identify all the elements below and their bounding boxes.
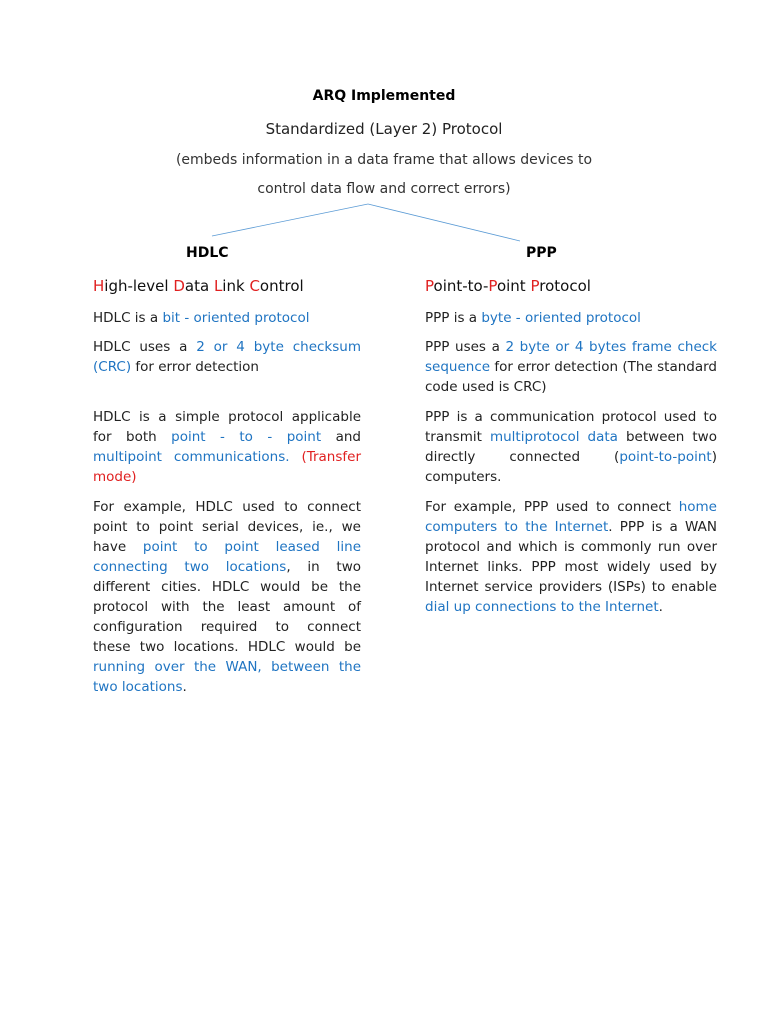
description-line-2: control data flow and correct errors) (257, 181, 511, 197)
ppp-p4-highlight-1: home computers to the Internet (425, 499, 717, 535)
hdlc-p3-text-2: and (321, 429, 361, 445)
branch-line-hdlc (212, 204, 368, 236)
ppp-initial-p2: P (488, 277, 497, 295)
hdlc-paragraph-modes (93, 407, 361, 487)
hdlc-p3-text-3 (290, 449, 302, 465)
ppp-paragraph-transport (425, 407, 717, 487)
hdlc-expansion-text-2: ata (184, 277, 214, 295)
hdlc-initial-l: L (213, 277, 223, 295)
hdlc-p4-text-1: For example, HDLC used to connect point to point serial devices, ie., we have (93, 499, 361, 555)
hdlc-paragraph-example (93, 497, 361, 697)
hdlc-paragraph-orientation (93, 308, 361, 328)
ppp-expansion-text-1: oint-to- (433, 277, 489, 295)
ppp-p4-text-2: . PPP is a WAN protocol and which is commonly run over Internet links. PPP most widely used by Internet service providers (ISPs) to enable (425, 519, 717, 595)
ppp-paragraph-orientation (425, 308, 717, 328)
hdlc-p2-highlight: 2 or 4 byte checksum (CRC) (93, 339, 361, 375)
ppp-p4-highlight-2: dial up connections to the Internet (425, 599, 659, 615)
description-line-1: (embeds information in a data frame that allows devices to (175, 152, 593, 168)
hdlc-p4-highlight-1: point to point leased line connecting two locations (93, 539, 361, 575)
hdlc-paragraph-checksum (93, 337, 361, 377)
ppp-p1-highlight: byte - oriented protocol (481, 310, 641, 326)
ppp-paragraph-checksum (425, 337, 717, 397)
ppp-p1-text: PPP is a (425, 310, 482, 326)
hdlc-p1-text: HDLC is a (93, 310, 163, 326)
hdlc-p3-text-1: HDLC is a simple protocol applicable for both (93, 409, 361, 445)
branch-line-ppp (368, 204, 520, 241)
hdlc-p3-highlight-1: point - to - point (171, 429, 322, 445)
hdlc-expansion (93, 277, 304, 295)
hdlc-p4-text-2: , in two different cities. HDLC would be the protocol with the least amount of configuration required to connect these two locations. HDLC would be (93, 559, 361, 655)
hdlc-initial-d: D (173, 277, 185, 295)
ppp-p4-text-3: . (658, 599, 663, 615)
ppp-p3-highlight-2: point-to-point (619, 449, 712, 465)
ppp-p3-text-3: ) computers. (425, 449, 717, 485)
hdlc-expansion-text-1: igh-level (104, 277, 174, 295)
hdlc-p2-text-1: HDLC uses a (93, 339, 197, 355)
ppp-p2-text-1: PPP uses a (425, 339, 506, 355)
hdlc-p2-text-2: for error detection (131, 359, 259, 375)
ppp-p2-text-2: for error detection (The standard code used is CRC) (425, 359, 717, 395)
ppp-p3-highlight-1: multiprotocol data (489, 429, 618, 445)
hdlc-expansion-text-4: ontrol (259, 277, 304, 295)
ppp-p3-text-2: between two directly connected ( (425, 429, 717, 465)
ppp-expansion (425, 277, 717, 295)
hdlc-p4-text-3: . (182, 679, 187, 695)
hdlc-heading: HDLC (186, 245, 229, 261)
ppp-p4-text-1: For example, PPP used to connect (425, 499, 679, 515)
ppp-initial-p3: P (530, 277, 540, 295)
ppp-expansion-text-3: rotocol (539, 277, 591, 295)
hdlc-p1-highlight: bit - oriented protocol (162, 310, 310, 326)
ppp-paragraph-example (425, 497, 717, 617)
hdlc-p3-transfer-mode: (Transfer mode) (93, 449, 361, 485)
hdlc-p3-highlight-2: multipoint communications. (93, 449, 290, 465)
ppp-p2-highlight: 2 byte or 4 bytes frame check sequence (425, 339, 717, 375)
hdlc-initial-c: C (249, 277, 260, 295)
page-title: ARQ Implemented (312, 88, 456, 104)
hdlc-p4-highlight-2: running over the WAN, between the two locations (93, 659, 361, 695)
hdlc-expansion-text-3: ink (222, 277, 250, 295)
ppp-expansion-text-2: oint (496, 277, 531, 295)
ppp-initial-p1: P (425, 277, 434, 295)
hdlc-initial-h: H (93, 277, 105, 295)
ppp-p3-text-1: PPP is a communication protocol used to transmit (425, 409, 717, 445)
ppp-heading: PPP (526, 245, 557, 261)
page-subtitle: Standardized (Layer 2) Protocol (265, 120, 503, 138)
branch-connector (0, 0, 768, 260)
